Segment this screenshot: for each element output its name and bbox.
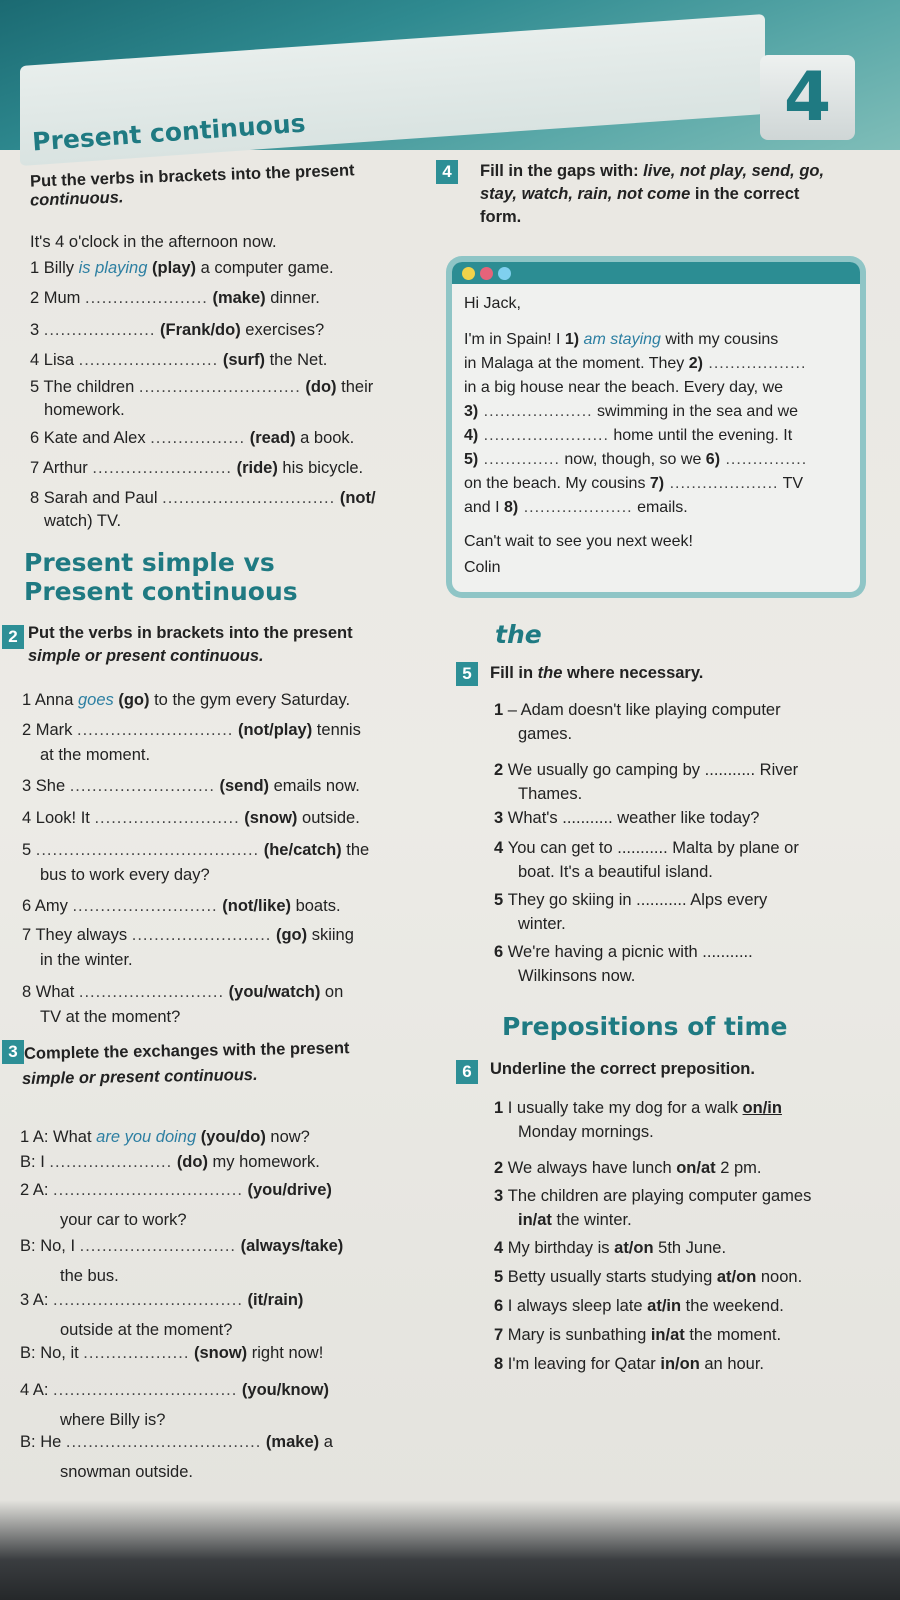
verb-prompt: (you/drive) bbox=[247, 1181, 332, 1199]
answer-blank: .................... bbox=[664, 475, 779, 492]
item-text: his bicycle. bbox=[277, 459, 364, 477]
item-text: boats. bbox=[291, 897, 341, 915]
instruction-text: Put the verbs in brackets into the present bbox=[29, 161, 355, 191]
item-text: I always sleep late bbox=[507, 1297, 648, 1315]
answer-blank: .................. bbox=[702, 355, 807, 372]
verb-prompt: (it/rain) bbox=[247, 1291, 304, 1309]
item-text: I bbox=[40, 1153, 50, 1171]
exercise-item bbox=[494, 760, 798, 780]
item-continuation: TV at the moment? bbox=[40, 1008, 181, 1026]
item-text: No, it bbox=[40, 1344, 84, 1362]
answer-blank: .................... bbox=[478, 403, 593, 420]
exercise-number-4: 4 bbox=[436, 160, 458, 184]
exercise-item bbox=[494, 890, 767, 910]
gap-number: 8) bbox=[504, 499, 519, 516]
letter-text: on the beach. My cousins bbox=[464, 475, 650, 492]
item-number: 2 bbox=[20, 1181, 33, 1199]
verb-prompt: (snow) bbox=[244, 809, 298, 827]
item-text: my homework. bbox=[207, 1153, 320, 1171]
item-text: exercises? bbox=[240, 321, 325, 339]
instruction-line: form. bbox=[480, 208, 522, 226]
item-number: 1 bbox=[494, 1099, 508, 1117]
intro-text: It's 4 o'clock in the afternoon now. bbox=[30, 233, 277, 251]
section-title-simple-vs-continuous-2: Present continuous bbox=[24, 577, 298, 606]
item-text: tennis bbox=[312, 721, 361, 739]
item-text: The children are playing computer games bbox=[507, 1187, 812, 1205]
answer-blank: ...................... bbox=[49, 1153, 173, 1171]
answer-blank: ................................. bbox=[53, 1381, 238, 1399]
verb-prompt: (play) bbox=[152, 259, 197, 277]
instruction-line: Put the verbs in brackets into the present bbox=[28, 624, 353, 642]
item-continuation: homework. bbox=[44, 401, 125, 419]
example-answer: are you doing bbox=[96, 1128, 197, 1146]
instruction-line bbox=[480, 160, 860, 182]
item-text: Monday mornings. bbox=[518, 1123, 654, 1141]
item-number: 8 bbox=[30, 489, 44, 507]
item-text: What bbox=[35, 983, 79, 1001]
exercise-item bbox=[494, 1238, 726, 1258]
speaker-label: B: bbox=[20, 1237, 41, 1255]
item-text: My birthday is bbox=[507, 1239, 615, 1257]
letter-text: and I bbox=[464, 499, 505, 516]
item-text: What's ........... weather like today? bbox=[507, 809, 760, 827]
instruction-line: simple or present continuous. bbox=[21, 1065, 258, 1089]
item-text: right now! bbox=[247, 1344, 324, 1362]
exercise-item bbox=[494, 942, 753, 962]
window-dot-icon bbox=[480, 267, 493, 280]
letter-line bbox=[464, 354, 806, 374]
answer-blank: .......................... bbox=[69, 777, 215, 795]
speaker-label: A: bbox=[32, 1181, 54, 1199]
item-text: – Adam doesn't like playing computer bbox=[507, 701, 781, 719]
answer-blank: ...................... bbox=[85, 289, 208, 307]
item-text: the Net. bbox=[265, 351, 328, 369]
item-text: Billy bbox=[43, 259, 79, 277]
item-number: 6 bbox=[494, 943, 508, 961]
item-number: 4 bbox=[30, 351, 44, 369]
exercise-item bbox=[22, 720, 361, 740]
item-text: Mark bbox=[35, 721, 78, 739]
speaker-label: A: bbox=[32, 1381, 54, 1399]
preposition-choice: in/on bbox=[660, 1355, 700, 1373]
instruction-line bbox=[490, 662, 703, 684]
item-number: 5 bbox=[22, 841, 36, 859]
letter-line bbox=[464, 378, 783, 398]
item-number: 4 bbox=[20, 1381, 33, 1399]
item-text: Lisa bbox=[43, 351, 79, 369]
item-number: 2 bbox=[494, 1159, 508, 1177]
exercise-item bbox=[494, 808, 759, 828]
letter-text: I'm in Spain! I bbox=[464, 331, 565, 348]
speaker-label: A: bbox=[32, 1291, 54, 1309]
answer-blank: .................................. bbox=[53, 1291, 243, 1309]
item-continuation: Thames. bbox=[518, 785, 583, 803]
answer-blank: ....................... bbox=[478, 427, 609, 444]
answer-blank: .......................... bbox=[94, 809, 240, 827]
exercise-item bbox=[494, 838, 799, 858]
verb-prompt: (ride) bbox=[236, 459, 278, 477]
item-number: 2 bbox=[22, 721, 36, 739]
item-number: 3 bbox=[30, 321, 44, 339]
exercise-item bbox=[494, 1158, 762, 1178]
item-continuation: your car to work? bbox=[60, 1211, 187, 1229]
exercise-item bbox=[22, 982, 343, 1002]
item-text: on bbox=[320, 983, 344, 1001]
exchange-line bbox=[20, 1432, 333, 1452]
preposition-choice: in/at bbox=[650, 1326, 685, 1344]
item-continuation: where Billy is? bbox=[60, 1411, 166, 1429]
letter-text: TV bbox=[778, 475, 804, 492]
item-text: Look! It bbox=[35, 809, 95, 827]
item-continuation: in the winter. bbox=[40, 951, 133, 969]
exchange-line bbox=[20, 1290, 303, 1310]
instruction-line bbox=[480, 183, 860, 205]
item-number: 3 bbox=[494, 1187, 508, 1205]
item-text: Kate and Alex bbox=[43, 429, 151, 447]
instruction-line: Complete the exchanges with the present bbox=[23, 1039, 350, 1063]
speaker-label: B: bbox=[20, 1344, 41, 1362]
answer-blank: ......................... bbox=[92, 459, 232, 477]
exercise-item bbox=[30, 377, 373, 397]
exchange-line bbox=[20, 1152, 320, 1172]
exercise-item bbox=[494, 1354, 764, 1374]
exercise-item bbox=[22, 925, 354, 945]
verb-prompt: (you/watch) bbox=[228, 983, 321, 1001]
item-text: He bbox=[40, 1433, 66, 1451]
item-text: the weekend. bbox=[681, 1297, 784, 1315]
item-text: Arthur bbox=[42, 459, 93, 477]
letter-line bbox=[464, 402, 798, 422]
item-text: Sarah and Paul bbox=[43, 489, 163, 507]
item-number: 7 bbox=[22, 926, 36, 944]
letter-line bbox=[464, 498, 688, 518]
answer-blank: .................................. bbox=[53, 1181, 243, 1199]
instruction-line: simple or present continuous. bbox=[28, 647, 264, 665]
instruction-emphasis: the bbox=[537, 664, 563, 682]
section-title-the: the bbox=[495, 620, 542, 649]
item-number: 3 bbox=[494, 809, 508, 827]
item-number: 5 bbox=[494, 1268, 508, 1286]
item-text: Anna bbox=[34, 691, 78, 709]
gap-number: 5) bbox=[464, 451, 479, 468]
answer-blank: .......................... bbox=[78, 983, 225, 1001]
item-number: 8 bbox=[22, 983, 36, 1001]
letter-text: emails. bbox=[632, 499, 688, 516]
item-number: 5 bbox=[494, 891, 508, 909]
item-number: 6 bbox=[30, 429, 44, 447]
exercise-item bbox=[494, 1325, 781, 1345]
exercise-item bbox=[494, 1098, 782, 1118]
letter-card bbox=[452, 262, 860, 592]
verb-prompt: (always/take) bbox=[240, 1237, 344, 1255]
exercise-item bbox=[22, 776, 360, 796]
letter-text: home until the evening. It bbox=[608, 427, 793, 444]
letter-text: Colin bbox=[464, 559, 501, 576]
answer-blank: ............................. bbox=[138, 378, 301, 396]
unit-number: 4 bbox=[783, 58, 832, 137]
letter-line bbox=[464, 474, 803, 494]
speaker-label: B: bbox=[20, 1153, 41, 1171]
item-number: 6 bbox=[494, 1297, 508, 1315]
item-text: You can get to ........... Malta by plane or bbox=[507, 839, 799, 857]
letter-line bbox=[464, 426, 792, 446]
letter-line bbox=[464, 532, 693, 552]
item-text: now? bbox=[265, 1128, 310, 1146]
letter-text: Can't wait to see you next week! bbox=[464, 533, 693, 550]
item-continuation: bus to work every day? bbox=[40, 866, 210, 884]
verb-prompt: (read) bbox=[249, 429, 296, 447]
item-text: their bbox=[336, 378, 374, 396]
item-text: a bbox=[319, 1433, 333, 1451]
exercise-item bbox=[30, 458, 363, 478]
preposition-choice: at/in bbox=[647, 1297, 682, 1315]
item-number: 7 bbox=[30, 459, 43, 477]
answer-blank: ......................... bbox=[131, 926, 272, 944]
letter-line bbox=[464, 450, 807, 470]
item-text: No, I bbox=[40, 1237, 80, 1255]
exercise-item bbox=[30, 320, 324, 340]
gap-number: 2) bbox=[688, 355, 703, 372]
gap-number: 6) bbox=[705, 451, 721, 468]
item-continuation: outside at the moment? bbox=[60, 1321, 233, 1339]
letter-title-bar bbox=[452, 262, 860, 284]
verb-prompt: (snow) bbox=[194, 1344, 248, 1362]
item-continuation: the bus. bbox=[60, 1267, 119, 1285]
exercise-number-2: 2 bbox=[2, 625, 24, 649]
exchange-line bbox=[20, 1127, 310, 1147]
item-text: noon. bbox=[756, 1268, 803, 1286]
answer-blank: ............... bbox=[720, 451, 808, 468]
exercise-item bbox=[30, 258, 334, 278]
item-text: We usually go camping by ........... River bbox=[507, 761, 799, 779]
item-text: to the gym every Saturday. bbox=[149, 691, 351, 709]
exercise-item bbox=[22, 840, 369, 860]
preposition-choice: at/on bbox=[614, 1239, 654, 1257]
item-number: 3 bbox=[20, 1291, 33, 1309]
item-text: Betty usually starts studying bbox=[507, 1268, 717, 1286]
verb-prompt: (make) bbox=[265, 1433, 320, 1451]
verb-prompt: (you/know) bbox=[241, 1381, 329, 1399]
preposition-choice: at/on bbox=[716, 1268, 757, 1286]
exercise-number-6: 6 bbox=[456, 1060, 478, 1084]
answer-blank: .............. bbox=[478, 451, 560, 468]
item-number: 2 bbox=[494, 761, 508, 779]
letter-greeting: Hi Jack, bbox=[464, 295, 521, 312]
item-text: We're having a picnic with ........... bbox=[507, 943, 753, 961]
exchange-line bbox=[20, 1236, 343, 1256]
verb-prompt: (do) bbox=[176, 1153, 208, 1171]
answer-blank: ........................................ bbox=[35, 841, 260, 859]
word-list: stay, watch, rain, not come bbox=[480, 185, 691, 203]
item-continuation bbox=[518, 1122, 654, 1142]
item-text: The children bbox=[43, 378, 139, 396]
gap-number: 3) bbox=[464, 403, 479, 420]
item-text: I'm leaving for Qatar bbox=[507, 1355, 661, 1373]
item-continuation: snowman outside. bbox=[60, 1463, 193, 1481]
item-continuation: winter. bbox=[518, 915, 566, 933]
item-text: 5th June. bbox=[653, 1239, 727, 1257]
item-number: 7 bbox=[494, 1326, 508, 1344]
verb-prompt: (Frank/do) bbox=[160, 321, 241, 339]
answer-blank: ............................... bbox=[162, 489, 336, 507]
verb-prompt: (surf) bbox=[222, 351, 265, 369]
item-text: dinner. bbox=[265, 289, 320, 307]
letter-text: with my cousins bbox=[660, 331, 779, 348]
letter-text: now, though, so we bbox=[559, 451, 706, 468]
instruction-text: Fill in bbox=[490, 664, 538, 682]
item-number: 4 bbox=[494, 839, 508, 857]
verb-prompt: (do) bbox=[305, 378, 337, 396]
answer-blank: ................................... bbox=[65, 1433, 262, 1451]
instruction-line: continuous. bbox=[29, 188, 124, 210]
item-text: Mum bbox=[43, 289, 86, 307]
exercise-item bbox=[30, 488, 376, 508]
item-text: the winter. bbox=[551, 1211, 632, 1229]
verb-prompt: (go) bbox=[275, 926, 308, 944]
letter-text: swimming in the sea and we bbox=[592, 403, 799, 420]
answer-blank: .................... bbox=[518, 499, 633, 516]
item-text: They always bbox=[35, 926, 132, 944]
item-number: 8 bbox=[494, 1355, 508, 1373]
item-text: a book. bbox=[295, 429, 355, 447]
example-answer: is playing bbox=[78, 259, 148, 277]
item-continuation: watch) TV. bbox=[44, 512, 122, 530]
exercise-number-3: 3 bbox=[2, 1040, 24, 1064]
item-number: 1 bbox=[20, 1128, 33, 1146]
item-number: 6 bbox=[22, 897, 35, 915]
item-text: Mary is sunbathing bbox=[507, 1326, 651, 1344]
letter-text: in a big house near the beach. Every day, we bbox=[464, 379, 784, 396]
exchange-line bbox=[20, 1343, 323, 1363]
item-continuation bbox=[518, 1210, 632, 1230]
item-continuation: boat. It's a beautiful island. bbox=[518, 863, 713, 881]
exchange-line bbox=[20, 1180, 332, 1200]
item-text: an hour. bbox=[699, 1355, 765, 1373]
letter-line bbox=[464, 330, 778, 350]
speaker-label: A: bbox=[32, 1128, 54, 1146]
section-title-simple-vs-continuous: Present simple vs bbox=[24, 548, 275, 577]
window-dot-icon bbox=[462, 267, 475, 280]
item-text: Amy bbox=[34, 897, 73, 915]
exercise-item bbox=[494, 1267, 802, 1287]
answer-blank: .................... bbox=[43, 321, 156, 339]
exercise-item bbox=[494, 1296, 784, 1316]
item-number: 1 bbox=[22, 691, 35, 709]
item-text: a computer game. bbox=[196, 259, 334, 277]
item-text: the moment. bbox=[684, 1326, 782, 1344]
answer-blank: ............................ bbox=[77, 721, 234, 739]
verb-prompt: (send) bbox=[219, 777, 270, 795]
item-continuation: at the moment. bbox=[40, 746, 151, 764]
item-text: What bbox=[53, 1128, 97, 1146]
exercise-item bbox=[30, 350, 327, 370]
item-text: We always have lunch bbox=[507, 1159, 677, 1177]
exercise-item bbox=[22, 690, 350, 710]
gap-number: 1) bbox=[564, 331, 580, 348]
page-shadow bbox=[0, 1500, 900, 1600]
verb-prompt: (not/like) bbox=[222, 897, 291, 915]
example-answer: goes bbox=[77, 691, 114, 709]
verb-prompt: (not/ bbox=[339, 489, 376, 507]
instruction-text: Fill in the gaps with: bbox=[480, 162, 644, 180]
item-text: They go skiing in ........... Alps every bbox=[507, 891, 768, 909]
section-title-prepositions: Prepositions of time bbox=[502, 1012, 788, 1041]
section-title-present-continuous: Present continuous bbox=[31, 108, 307, 157]
item-number: 3 bbox=[22, 777, 36, 795]
item-text: emails now. bbox=[269, 777, 360, 795]
window-dot-icon bbox=[498, 267, 511, 280]
answer-blank: ................... bbox=[83, 1344, 190, 1362]
answer-blank: .......................... bbox=[72, 897, 218, 915]
speaker-label: B: bbox=[20, 1433, 41, 1451]
exercise-number-5: 5 bbox=[456, 662, 478, 686]
word-list: live, not play, send, go, bbox=[643, 162, 825, 180]
answer-blank: ......................... bbox=[78, 351, 219, 369]
verb-prompt: (make) bbox=[212, 289, 266, 307]
item-text: 2 pm. bbox=[715, 1159, 762, 1177]
unit-number-badge bbox=[760, 55, 855, 140]
verb-prompt: (he/catch) bbox=[263, 841, 342, 859]
item-text: skiing bbox=[307, 926, 354, 944]
item-number: 4 bbox=[22, 809, 36, 827]
gap-number: 4) bbox=[464, 427, 479, 444]
preposition-choice: on/in bbox=[742, 1099, 782, 1117]
verb-prompt: (go) bbox=[118, 691, 150, 709]
instruction-text: where necessary. bbox=[562, 664, 704, 682]
item-number: 1 bbox=[494, 701, 508, 719]
item-number: 4 bbox=[494, 1239, 508, 1257]
answer-blank: ................. bbox=[150, 429, 246, 447]
gap-number: 7) bbox=[649, 475, 665, 492]
verb-prompt: (you/do) bbox=[200, 1128, 266, 1146]
item-text: the bbox=[341, 841, 370, 859]
preposition-choice: in/at bbox=[518, 1211, 552, 1229]
verb-prompt: (not/play) bbox=[237, 721, 313, 739]
item-number: 5 bbox=[30, 378, 44, 396]
item-text: I usually take my dog for a walk bbox=[507, 1099, 743, 1117]
exercise-item bbox=[494, 700, 781, 720]
exercise-item bbox=[22, 896, 341, 916]
item-text: She bbox=[35, 777, 70, 795]
instruction-line: Underline the correct preposition. bbox=[490, 1060, 755, 1078]
preposition-choice: on/at bbox=[676, 1159, 716, 1177]
exercise-item bbox=[494, 1186, 811, 1206]
instruction-text: in the correct bbox=[690, 185, 800, 203]
exercise-item bbox=[22, 808, 360, 828]
letter-line bbox=[464, 558, 500, 578]
exercise-item bbox=[30, 428, 354, 448]
exchange-line bbox=[20, 1380, 329, 1400]
item-number: 2 bbox=[30, 289, 44, 307]
item-continuation: games. bbox=[518, 725, 573, 743]
item-continuation: Wilkinsons now. bbox=[518, 967, 636, 985]
exercise-item bbox=[30, 288, 320, 308]
item-text: outside. bbox=[297, 809, 360, 827]
item-number: 1 bbox=[30, 259, 44, 277]
example-answer: am staying bbox=[579, 331, 661, 348]
answer-blank: ............................ bbox=[79, 1237, 236, 1255]
letter-text: in Malaga at the moment. They bbox=[464, 355, 689, 372]
